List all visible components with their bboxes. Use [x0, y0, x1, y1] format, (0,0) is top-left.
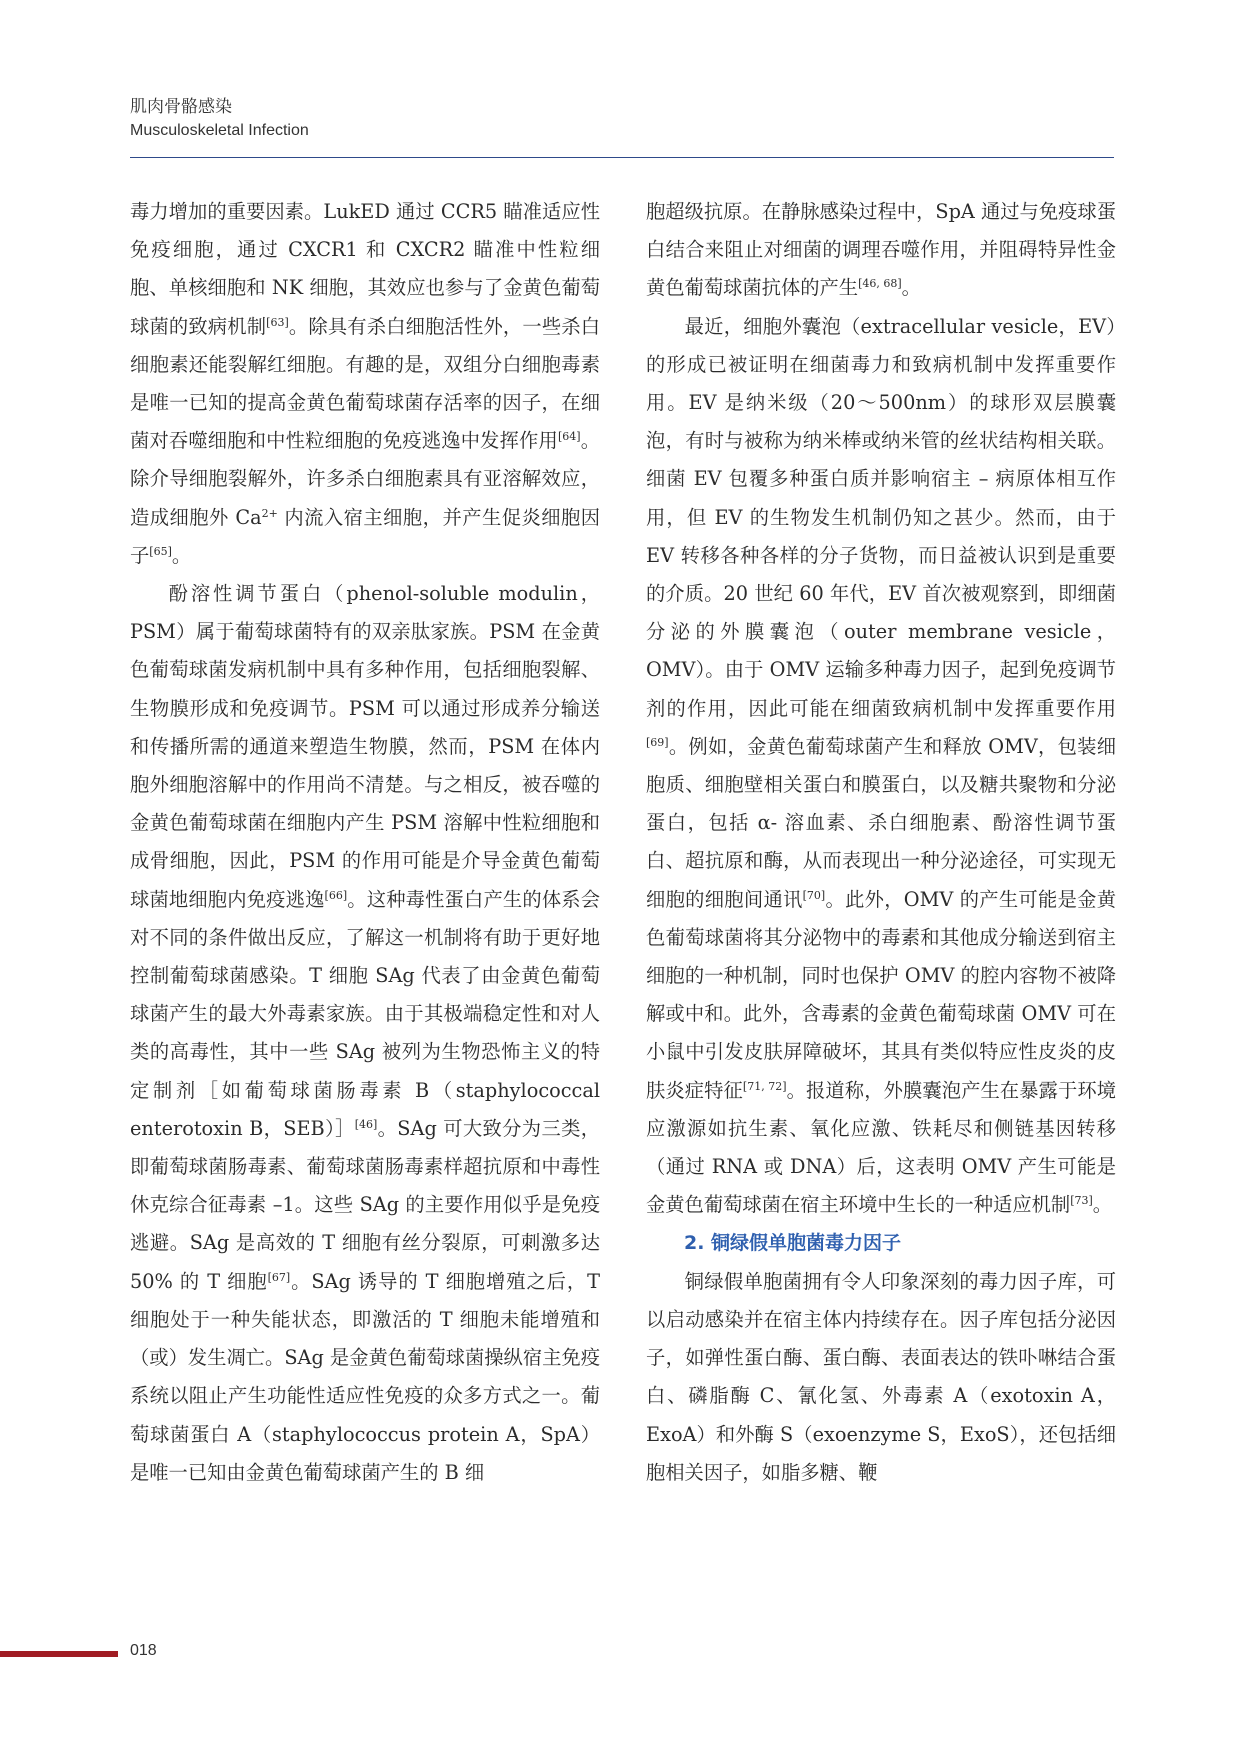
header-divider — [130, 157, 1114, 158]
paragraph-text: 铜绿假单胞菌拥有令人印象深刻的毒力因子库，可以启动感染并在宿主体内持续存在。因子库包括分泌因子，如弹性蛋白酶、蛋白酶、表面表达的铁卟啉结合蛋白、磷脂酶 C、氰化氢、外毒素 A（exotoxin A，ExoA）和外酶 S（exoenzyme S，ExoS），还包括细胞相关因子，如脂多糖、鞭 — [646, 1269, 1116, 1484]
paragraph-leukocidin-continued — [130, 193, 600, 575]
paragraph-text: 最近，细胞外囊泡（extracellular vesicle，EV）的形成已被证明在细菌毒力和致病机制中发挥重要作用。EV 是纳米级（20～500nm）的球形双层膜囊泡，有时与被称为纳米棒或纳米管的丝状结构相关联。细菌 EV 包覆多种蛋白质并影响宿主 – 病原体相互作用，但 EV 的生物发生机制仍知之甚少。然而，由于 EV 转移各种各样的分子货物，而日益被认识到是重要的介质。20 世纪 60 年代，EV 首次被观察到，即细菌分泌的外膜囊泡（outer membrane vesicle，OMV）。由于 OMV 运输多种毒力因子，起到免疫调节剂的作用，因此可能在细菌致病机制中发挥重要作用 — [646, 314, 1116, 720]
paragraph-text: 。除介导细胞裂解外，许多杀白细胞素具有亚溶解效应，造成细胞外 Ca — [130, 429, 600, 529]
paragraph-pseudomonas-virulence — [646, 1263, 1116, 1492]
paragraph-psm-sag — [130, 575, 600, 1492]
paragraph-text: 毒力增加的重要因素。LukED 通过 CCR5 瞄准适应性免疫细胞，通过 CXCR1 和 CXCR2 瞄准中性粒细胞、单核细胞和 NK 细胞，其效应也参与了金黄色葡萄球菌的致病机制 — [130, 200, 600, 338]
citation-66: [66] — [324, 888, 348, 902]
paragraph-text: 酚溶性调节蛋白（phenol-soluble modulin，PSM）属于葡萄球菌特有的双亲肽家族。PSM 在金黄色葡萄球菌发病机制中具有多种作用，包括细胞裂解、生物膜形成和免疫调节。PSM 可以通过形成养分输送和传播所需的通道来塑造生物膜，然而，PSM 在体内胞外细胞溶解中的作用尚不清楚。与之相反，被吞噬的金黄色葡萄球菌在细胞内产生 PSM 溶解中性粒细胞和成骨细胞，因此，PSM 的作用可能是介导金黄色葡萄球菌地细胞内免疫逃逸 — [130, 582, 600, 911]
journal-header — [130, 96, 309, 142]
citation-64: [64] — [557, 430, 581, 444]
citation-71-72: [71, 72] — [742, 1079, 787, 1093]
left-column — [130, 193, 600, 1492]
paragraph-text: 。例如，金黄色葡萄球菌产生和释放 OMV，包装细胞质、细胞壁相关蛋白和膜蛋白，以及糖共聚物和分泌蛋白，包括 α- 溶血素、杀白细胞素、酚溶性调节蛋白、超抗原和酶，从而表现出一种分泌途径，可实现无细胞的细胞间通讯 — [646, 734, 1116, 911]
paragraph-text: 。 — [1092, 1193, 1113, 1217]
citation-46-68: [46, 68] — [858, 277, 902, 291]
citation-67: [67] — [267, 1270, 291, 1284]
citation-73: [73] — [1070, 1194, 1093, 1208]
paragraph-text: 。报道称，外膜囊泡产生在暴露于环境应激源如抗生素、氧化应激、铁耗尽和侧链基因转移（通过 RNA 或 DNA）后，这表明 OMV 产生可能是金黄色葡萄球菌在宿主环境中生长的一种适应机制 — [646, 1078, 1117, 1217]
paragraph-text: 胞超级抗原。在静脉感染过程中，SpA 通过与免疫球蛋白结合来阻止对细菌的调理吞噬作用，并阻碍特异性金黄色葡萄球菌抗体的产生 — [646, 200, 1116, 300]
paragraph-text: 。这种毒性蛋白产生的体系会对不同的条件做出反应，了解这一机制将有助于更好地控制葡萄球菌感染。T 细胞 SAg 代表了由金黄色葡萄球菌产生的最大外毒素家族。由于其极端稳定性和对人类的高毒性，其中一些 SAg 被列为生物恐怖主义的特定制剂［如葡萄球菌肠毒素 B（staphylococcal enterotoxin B，SEB）］ — [130, 887, 601, 1140]
page-number: 018 — [130, 1642, 157, 1659]
section-heading: 2. 铜绿假单胞菌毒力因子 — [684, 1232, 902, 1255]
paragraph-text: 。此外，OMV 的产生可能是金黄色葡萄球菌将其分泌物中的毒素和其他成分输送到宿主细胞的一种机制，同时也保护 OMV 的腔内容物不被降解或中和。此外，含毒素的金黄色葡萄球菌 OMV 可在小鼠中引发皮肤屏障破坏，其具有类似特应性皮炎的皮肤炎症特征 — [646, 887, 1117, 1102]
calcium-charge-superscript: 2+ — [261, 506, 278, 520]
journal-title-english: Musculoskeletal Infection — [130, 122, 309, 139]
right-column — [646, 193, 1116, 1492]
paragraph-spa-continued — [646, 193, 1116, 308]
citation-63: [63] — [266, 315, 289, 329]
journal-title-chinese: 肌肉骨骼感染 — [130, 97, 232, 117]
paragraph-text: 。 — [171, 543, 192, 567]
paragraph-text: 。SAg 诱导的 T 细胞增殖之后，T 细胞处于一种失能状态，即激活的 T 细胞未能增殖和（或）发生凋亡。SAg 是金黄色葡萄球菌操纵宿主免疫系统以阻止产生功能性适应性免疫的众多方式之一。葡萄球菌蛋白 A（staphylococcus protein A，SpA）是唯一已知由金黄色葡萄球菌产生的 B 细 — [130, 1269, 600, 1484]
paragraph-extracellular-vesicle — [646, 308, 1116, 1225]
citation-65: [65] — [149, 544, 172, 558]
paragraph-text: 内流入宿主细胞，并产生促炎细胞因子 — [130, 505, 600, 567]
paragraph-text: 。SAg 可大致分为三类，即葡萄球菌肠毒素、葡萄球菌肠毒素样超抗原和中毒性休克综合征毒素 –1。这些 SAg 的主要作用似乎是免疫逃避。SAg 是高效的 T 细胞有丝分裂原，可刺激多达 50% 的 T 细胞 — [130, 1116, 601, 1293]
citation-69: [69] — [646, 735, 669, 749]
citation-46: [46] — [354, 1117, 378, 1131]
paragraph-text: 。除具有杀白细胞活性外，一些杀白细胞素还能裂解红细胞。有趣的是，双组分白细胞毒素是唯一已知的提高金黄色葡萄球菌存活率的因子，在细菌对吞噬细胞和中性粒细胞的免疫逃逸中发挥作用 — [130, 314, 601, 453]
paragraph-text: 。 — [901, 276, 921, 300]
footer-accent-bar — [0, 1651, 118, 1657]
citation-70: [70] — [802, 888, 826, 902]
